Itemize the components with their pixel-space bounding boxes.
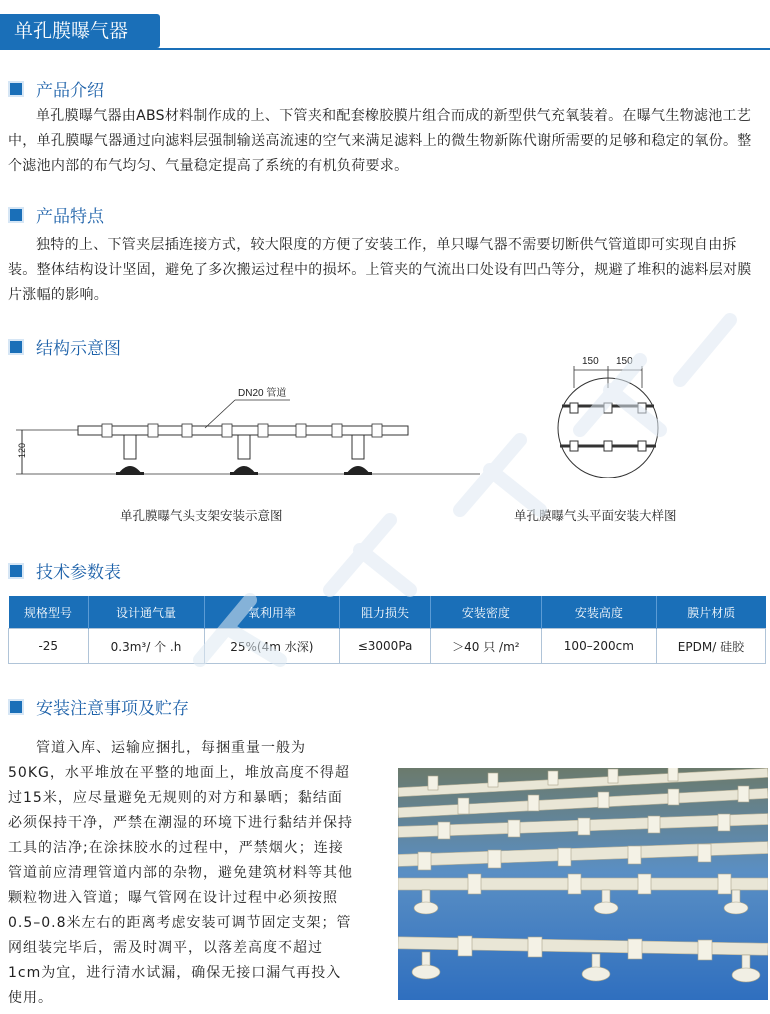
storage-paragraph: 管道入库、运输应捆扎，每捆重量一般为50KG，水平堆放在平整的地面上，堆放高度不得超过15米，应尽量避免无规则的对方和暴晒；黏结面必须保持干净，严禁在潮湿的环境下进行黏结并保持工具的洁净;在涂抹胶水的过程中，严禁烟火；连接管道前应清理管道内部的杂物，避免建筑材料等其他颗粒物进入管道；曝气管网在设计过程中必须按照0.5–0.8米左右的距离考虑安装可调节固定支架；管网组装完毕后，需及时凋平，以落差高度不超过1cm为宜，进行清水试漏，确保无接口漏气再投入使用。 — [8, 740, 353, 1006]
features-paragraph: 独特的上、下管夹层插连接方式，较大限度的方便了安装工作，单只曝气器不需要切断供气管道即可实现自由拆装。整体结构设计坚固，避免了多次搬运过程中的损坏。上管夹的气流出口处设有凹凸等分，规避了堆积的滤料层对膜片涨幅的影响。 — [8, 237, 752, 303]
table-cell: ＞40 只 /m² — [430, 629, 541, 664]
table-cell: -25 — [9, 629, 89, 664]
table-cell: 100–200cm — [541, 629, 656, 664]
height-dimension-label: 120 — [17, 442, 27, 458]
table-header-cell: 膜片材质 — [656, 596, 765, 629]
section-heading-intro — [8, 76, 104, 101]
table-header-cell: 安装密度 — [430, 596, 541, 629]
page-title: 单孔膜曝气器 — [0, 14, 160, 48]
right-diagram-caption: 单孔膜曝气头平面安装大样图 — [514, 508, 677, 523]
plane-install-diagram — [548, 348, 673, 478]
product-photo — [398, 768, 768, 1000]
square-bullet-icon — [8, 207, 24, 223]
table-header-cell: 规格型号 — [9, 596, 89, 629]
pipe-label: DN20 管道 — [238, 388, 287, 399]
table-header-cell: 设计通气量 — [88, 596, 204, 629]
square-bullet-icon — [8, 563, 24, 579]
table-cell: 25%(4m 水深) — [204, 629, 340, 664]
table-cell: EPDM/ 硅胶 — [656, 629, 765, 664]
tech-heading-text: 技术参数表 — [36, 563, 121, 583]
intro-paragraph: 单孔膜曝气器由ABS材料制作成的上、下管夹和配套橡胶膜片组合而成的新型供气充氧装着。在曝气生物滤池工艺中，单孔膜曝气器通过向滤料层强制输送高流速的空气来满足滤料上的微生物新陈代谢所需要的足够和稳定的氧份。整个滤池内部的布气均匀、气量稳定提高了系统的有机负荷要求。 — [8, 108, 752, 174]
left-diagram-caption: 单孔膜曝气头支架安装示意图 — [120, 508, 283, 523]
square-bullet-icon — [8, 699, 24, 715]
title-rule — [0, 48, 770, 50]
features-heading-text: 产品特点 — [36, 207, 104, 227]
table-cell: 0.3m³/ 个 .h — [88, 629, 204, 664]
table-header-cell: 氧利用率 — [204, 596, 340, 629]
table-cell: ≤3000Pa — [340, 629, 431, 664]
intro-heading-text: 产品介绍 — [36, 81, 104, 101]
structure-heading-text: 结构示意图 — [36, 339, 121, 359]
table-header-cell: 阻力损失 — [340, 596, 431, 629]
table-header-cell: 安装高度 — [541, 596, 656, 629]
section-heading-structure — [8, 334, 121, 359]
storage-heading-text: 安装注意事项及贮存 — [36, 699, 189, 719]
section-heading-storage — [8, 694, 189, 719]
square-bullet-icon — [8, 339, 24, 355]
bracket-install-diagram — [10, 378, 480, 488]
dim-label-b: 150 — [616, 356, 633, 367]
section-heading-tech — [8, 558, 121, 583]
tech-params-table — [8, 596, 766, 664]
table-header-row — [9, 596, 766, 629]
table-row — [9, 629, 766, 664]
square-bullet-icon — [8, 81, 24, 97]
section-heading-features — [8, 202, 104, 227]
dim-label-a: 150 — [582, 356, 599, 367]
